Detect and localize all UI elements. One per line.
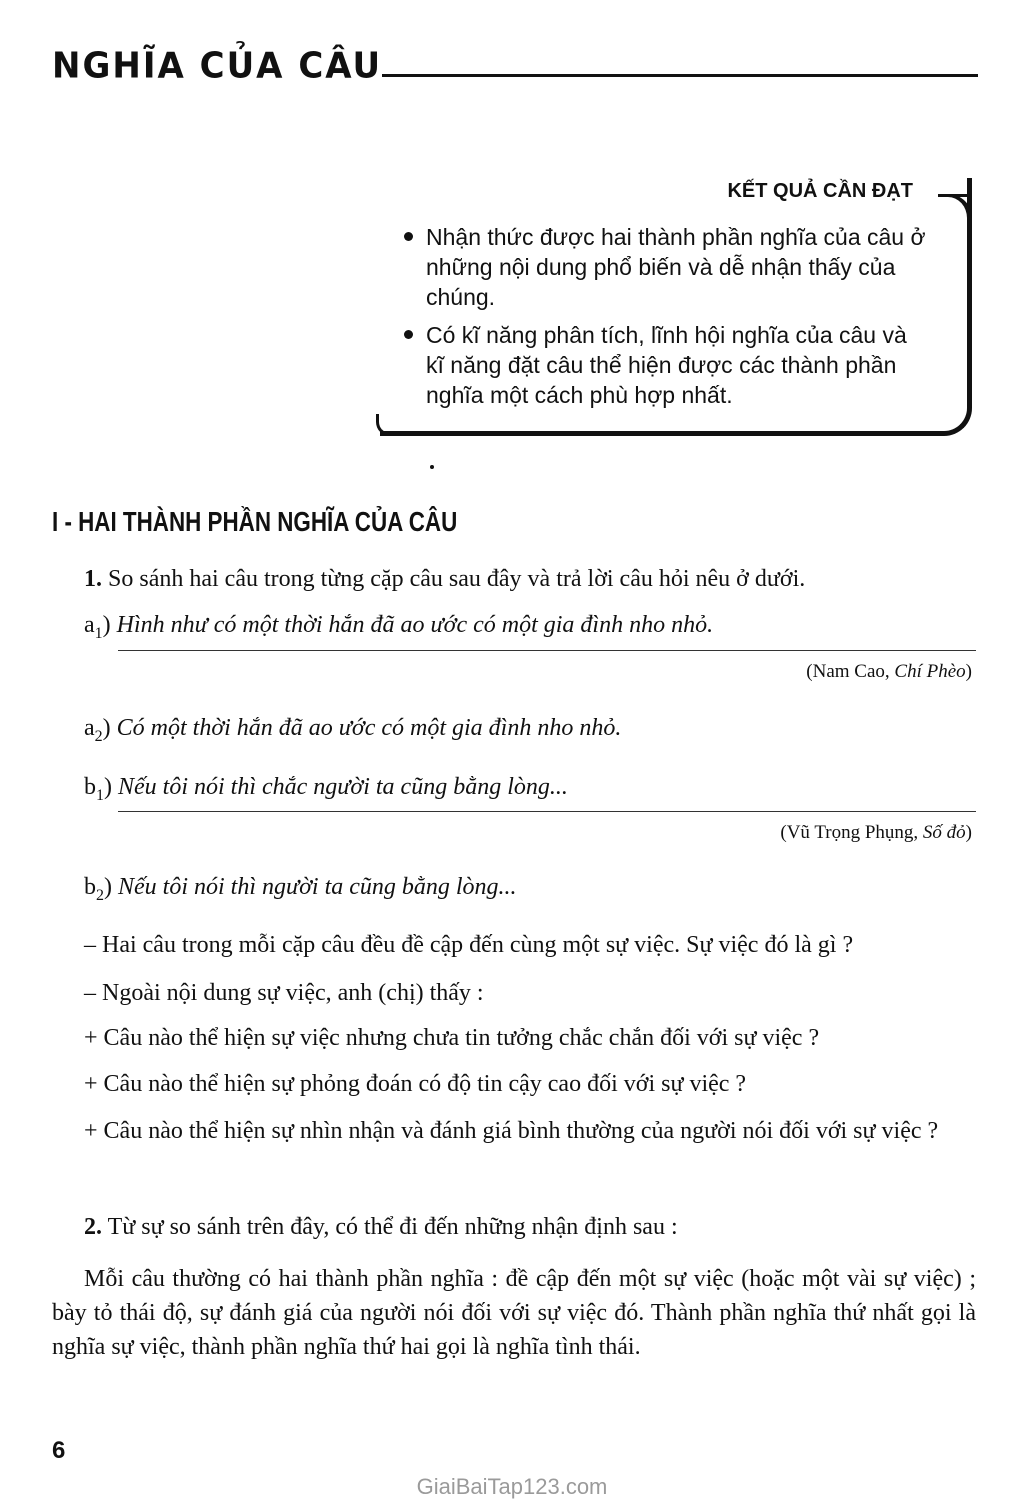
example-text: Nếu tôi nói thì người ta cũng bằng lòng... (118, 874, 517, 900)
title-rule (382, 74, 978, 77)
page-number: 6 (52, 1437, 66, 1464)
question-1 (84, 566, 805, 593)
section-heading: I - HAI THÀNH PHẦN NGHĨA CỦA CÂU (52, 506, 458, 537)
question-item: – Ngoài nội dung sự việc, anh (chị) thấy : (84, 980, 484, 1006)
example-text: Hình như có một thời hắn đã ao ước có một gia đình nho nhỏ. (116, 612, 714, 638)
goals-heading: KẾT QUẢ CẦN ĐẠT (721, 180, 919, 203)
goal-item: Có kĩ năng phân tích, lĩnh hội nghĩa của câu và kĩ năng đặt câu thể hiện được các thành phần nghĩa một cách phù hợp nhất. (402, 320, 930, 410)
example-a2: $a_2$) Có một thời hắn đã ao ước có một gia đình nho nhỏ. (84, 715, 622, 745)
source-citation-b: (Vũ Trọng Phụng, Số đỏ) (780, 822, 972, 843)
stray-dot (430, 465, 434, 469)
question-item: + Câu nào thể hiện sự việc nhưng chưa tin tưởng chắc chắn đối với sự việc ? (84, 1025, 820, 1051)
example-a1: $a_1$) Hình như có một thời hắn đã ao ước có một gia đình nho nhỏ. (84, 612, 714, 642)
question-2 (84, 1214, 678, 1241)
goals-box-corner (946, 194, 972, 222)
bullet-icon (404, 330, 413, 339)
learning-goals-box (380, 178, 972, 436)
page-title-row (52, 46, 978, 94)
question-item: + Câu nào thể hiện sự nhìn nhận và đánh giá bình thường của người nói đối với sự việc ? (84, 1118, 939, 1144)
question-number: 2. (84, 1214, 102, 1240)
question-item: + Câu nào thể hiện sự phỏng đoán có độ tin cậy cao đối với sự việc ? (84, 1071, 747, 1097)
question-text: Từ sự so sánh trên đây, có thể đi đến những nhận định sau : (107, 1214, 678, 1240)
source-citation-a: (Nam Cao, Chí Phèo) (806, 661, 972, 682)
question-text: So sánh hai câu trong từng cặp câu sau đây và trả lời câu hỏi nêu ở dưới. (108, 566, 806, 592)
goal-item: Nhận thức được hai thành phần nghĩa của câu ở những nội dung phổ biến và dễ nhận thấy của chúng. (402, 222, 930, 312)
goals-list (402, 222, 930, 418)
example-b2: $b_2$) Nếu tôi nói thì người ta cũng bằng lòng... (84, 874, 517, 904)
example-text: Nếu tôi nói thì chắc người ta cũng bằng lòng... (118, 774, 568, 800)
example-b1: $b_1$) Nếu tôi nói thì chắc người ta cũng bằng lòng... (84, 774, 568, 804)
question-number: 1. (84, 566, 102, 592)
question-item: – Hai câu trong mỗi cặp câu đều đề cập đến cùng một sự việc. Sự việc đó là gì ? (84, 932, 854, 958)
example-rule (118, 650, 976, 651)
watermark: GiaiBaiTap123.com (416, 1474, 608, 1499)
example-text: Có một thời hắn đã ao ước có một gia đình nho nhỏ. (116, 715, 622, 741)
definition-paragraph: Mỗi câu thường có hai thành phần nghĩa : đề cập đến một sự việc (hoặc một vài sự việc) ; bày tỏ thái độ, sự đánh giá của người nói đối với sự việc đó. Thành phần nghĩa thứ nhất gọi là nghĩa sự việc, thành phần nghĩa thứ hai gọi là nghĩa tình thái. (52, 1266, 976, 1360)
goals-box-curl (376, 414, 394, 436)
bullet-icon (404, 232, 413, 241)
page-title: NGHĨA CỦA CÂU (52, 45, 383, 87)
example-rule (118, 811, 976, 812)
